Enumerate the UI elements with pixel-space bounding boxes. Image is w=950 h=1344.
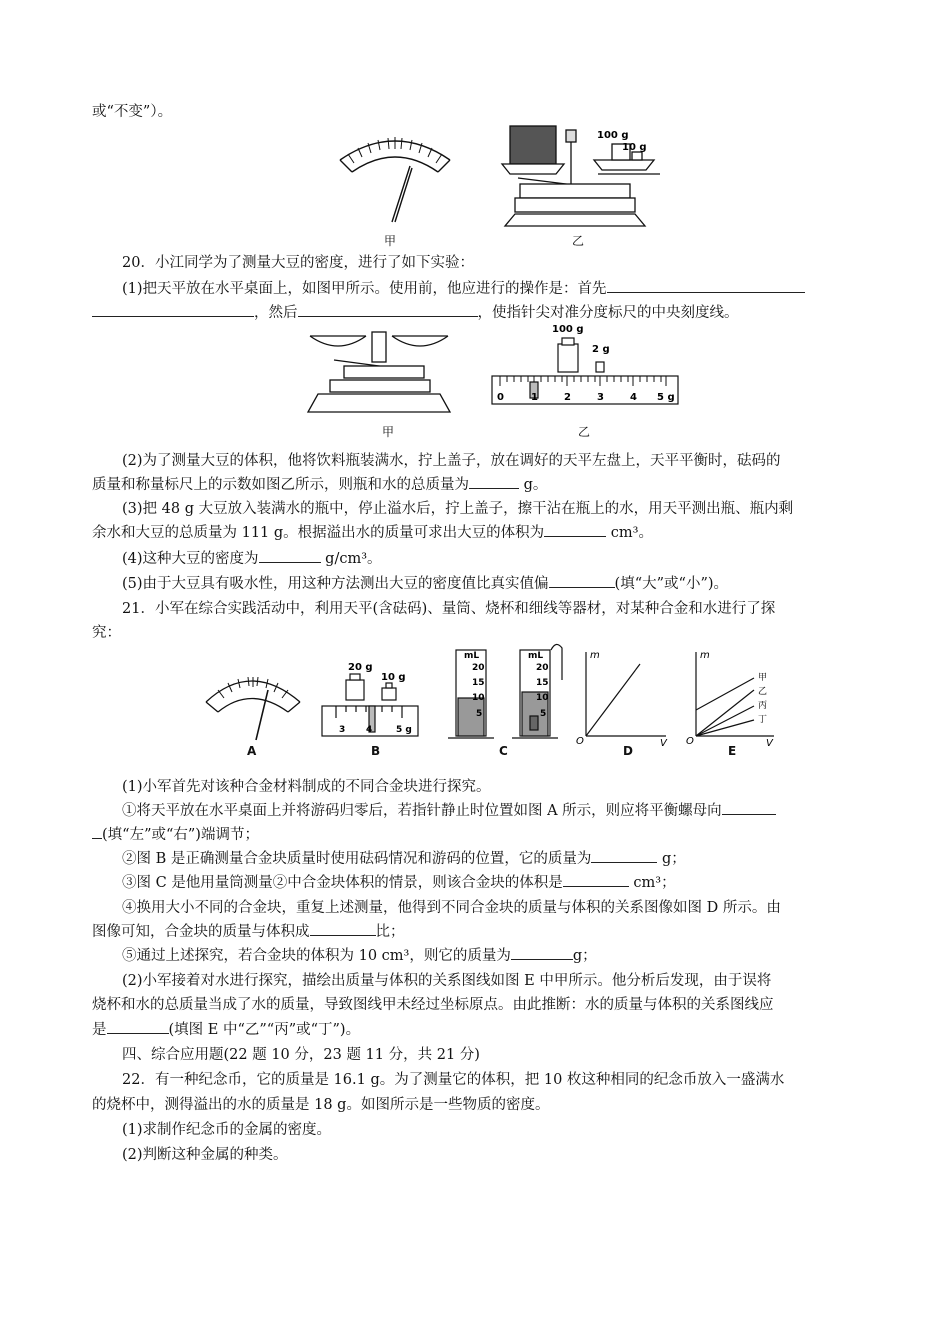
figure-caption: 甲 <box>384 234 397 248</box>
section-heading: 四、综合应用题(22 题 10 分，23 题 11 分，共 21 分) <box>122 1047 480 1063</box>
line-label: 丙 <box>758 701 768 711</box>
cylinder-unit: mL <box>528 651 544 661</box>
answer-blank[interactable] <box>563 872 629 887</box>
figure-1 <box>330 122 660 252</box>
answer-blank[interactable] <box>544 522 606 537</box>
question-text-part: 质量和称量标尺上的示数如图乙所示，则瓶和水的总质量为 <box>92 477 469 493</box>
ruler-tick: 4 <box>630 392 637 403</box>
question-text-part: ②图 B 是正确测量合金块质量时使用砝码情况和游码的位置，它的质量为 <box>122 851 592 867</box>
question-text: 究： <box>92 625 121 641</box>
unit: cm³。 <box>610 525 653 541</box>
figure-caption: 乙 <box>578 425 591 439</box>
figure-q20 <box>300 320 690 420</box>
question-20-intro: 20．小江同学为了测量大豆的密度，进行了如下实验： <box>122 255 474 271</box>
cylinder-mark: 15 <box>536 678 549 688</box>
unit: cm³； <box>633 875 676 891</box>
figure-caption: B <box>371 744 381 758</box>
question-text: (1)求制作纪念币的金属的密度。 <box>122 1122 332 1138</box>
weight-label: 10 g <box>622 142 647 153</box>
line-label: 乙 <box>758 687 768 697</box>
question-text-part: 余水和大豆的总质量为 111 g。根据溢出水的质量可求出大豆的体积为 <box>92 525 545 541</box>
question-text: (1)小军首先对该种合金材料制成的不同合金块进行探究。 <box>122 779 491 795</box>
question-text <box>122 872 858 894</box>
answer-blank[interactable] <box>92 824 102 839</box>
question-text-part: ，使指针尖对准分度标尺的中央刻度线。 <box>477 305 739 321</box>
ruler-with-weights <box>492 338 678 404</box>
ruler-tick: 3 <box>339 725 346 735</box>
ruler-tick: 0 <box>497 392 504 403</box>
answer-blank[interactable] <box>310 921 376 936</box>
dial-gauge <box>340 137 450 222</box>
figure-a-dial <box>206 677 300 740</box>
cylinder-mark: 10 <box>472 693 485 703</box>
answer-blank[interactable] <box>298 302 478 317</box>
axis-label: m <box>590 650 600 661</box>
unit: g； <box>661 851 686 867</box>
question-text-part: ，然后 <box>254 305 298 321</box>
question-text: (2)小军接着对水进行探究，描绘出质量与体积的关系图线如图 E 中甲所示。他分析后发现，由于误将 <box>122 973 772 989</box>
question-text <box>92 921 858 943</box>
figure-caption: 乙 <box>572 234 585 248</box>
question-text-part: ③图 C 是他用量筒测量②中合金块体积的情景，则该合金块的体积是 <box>122 875 563 891</box>
question-text <box>122 573 858 595</box>
answer-blank[interactable] <box>469 474 519 489</box>
question-text-part: (1)把天平放在水平桌面上，如图甲所示。使用前，他应进行的操作是：首先 <box>122 281 607 297</box>
question-text: 的烧杯中，测得溢出的水的质量是 18 g。如图所示是一些物质的密度。 <box>92 1097 550 1113</box>
question-text <box>92 522 858 544</box>
line-label: 丁 <box>758 715 768 725</box>
figure-caption: C <box>499 744 508 758</box>
question-text: (2)判断这种金属的种类。 <box>122 1147 288 1163</box>
question-text <box>92 1019 858 1041</box>
answer-blank[interactable] <box>259 548 321 563</box>
question-text: ④换用大小不同的合金块，重复上述测量，他得到不同合金块的质量与体积的关系图像如图 D 所示。由 <box>122 900 781 916</box>
axis-origin: O <box>576 736 584 747</box>
question-text-part: (5)由于大豆具有吸水性，用这种方法测出大豆的密度值比真实值偏 <box>122 576 549 592</box>
question-text <box>122 278 858 300</box>
figure-caption: E <box>728 744 737 758</box>
answer-blank[interactable] <box>549 573 615 588</box>
ruler-tick: 5 g <box>657 392 675 403</box>
axis-label: V <box>766 738 773 749</box>
question-text <box>122 945 858 967</box>
question-text <box>122 548 858 570</box>
answer-blank[interactable] <box>511 945 573 960</box>
answer-blank[interactable] <box>591 848 657 863</box>
question-text <box>122 848 858 870</box>
question-text-part: 图像可知，合金块的质量与体积成 <box>92 924 310 940</box>
question-22-intro: 22．有一种纪念币，它的质量是 16.1 g。为了测量它的体积，把 10 枚这种相同的纪念币放入一盛满水 <box>122 1072 785 1088</box>
unit: g/cm³。 <box>325 551 382 567</box>
figure-caption: A <box>247 744 257 758</box>
weight-label: 20 g <box>348 662 373 673</box>
balance-with-weights <box>502 126 660 226</box>
ruler-tick: 1 <box>531 392 538 403</box>
cylinder-mark: 15 <box>472 678 485 688</box>
question-text-part: (4)这种大豆的密度为 <box>122 551 259 567</box>
question-text <box>122 800 858 822</box>
answer-blank[interactable] <box>107 1019 169 1034</box>
cylinder-mark: 5 <box>476 709 483 719</box>
question-21-intro: 21．小军在综合实践活动中，利用天平(含砝码)、量筒、烧杯和细线等器材，对某种合金和水进行了探 <box>122 601 776 617</box>
unit: g。 <box>523 477 548 493</box>
figure-caption: 甲 <box>382 425 395 439</box>
question-text-part: (填“大”或“小”)。 <box>614 576 729 592</box>
question-text: (2)为了测量大豆的体积，他将饮料瓶装满水，拧上盖子，放在调好的天平左盘上，天平平衡时，砝码的 <box>122 453 781 469</box>
question-text-part: 是 <box>92 1022 107 1038</box>
question-text: 烧杯和水的总质量当成了水的质量，导致图线甲未经过坐标原点。由此推断：水的质量与体积的关系图线应 <box>92 997 774 1013</box>
answer-blank[interactable] <box>92 302 254 317</box>
cylinder-mark: 20 <box>472 663 485 673</box>
ruler-tick: 4 <box>366 725 373 735</box>
cylinder-mark: 5 <box>540 709 547 719</box>
cylinder-mark: 10 <box>536 693 549 703</box>
ruler-tick: 5 g <box>396 725 412 735</box>
ruler-tick: 2 <box>564 392 571 403</box>
question-text: (3)把 48 g 大豆放入装满水的瓶中，停止溢水后，拧上盖子，擦干沾在瓶上的水，用天平测出瓶、瓶内剩 <box>122 501 794 517</box>
question-text <box>92 474 858 496</box>
axis-label: m <box>700 650 710 661</box>
question-text-part: (填图 E 中“乙”“丙”或“丁”)。 <box>168 1022 361 1038</box>
weight-label: 10 g <box>381 672 406 683</box>
question-text-part: (填“左”或“右”)端调节； <box>102 827 259 843</box>
question-text <box>92 824 858 846</box>
question-text-part: g； <box>572 948 597 964</box>
answer-blank[interactable] <box>607 278 805 293</box>
cylinder-mark: 20 <box>536 663 549 673</box>
text-line: 或“不变”）。 <box>92 104 173 120</box>
weight-label: 2 g <box>592 344 610 355</box>
axis-label: V <box>660 738 667 749</box>
figure-d-graph <box>586 652 666 736</box>
cylinder-unit: mL <box>464 651 480 661</box>
weight-label: 100 g <box>552 324 584 335</box>
ruler-tick: 3 <box>597 392 604 403</box>
figure-q21 <box>196 640 786 766</box>
axis-origin: O <box>686 736 694 747</box>
answer-blank[interactable] <box>722 800 776 815</box>
weight-label: 100 g <box>597 130 629 141</box>
question-text-part: 比； <box>375 924 405 940</box>
question-text-part: ①将天平放在水平桌面上并将游码归零后，若指针静止时位置如图 A 所示，则应将平衡螺母向 <box>122 803 722 819</box>
balance-figure <box>308 332 450 412</box>
figure-caption: D <box>623 744 633 758</box>
line-label: 甲 <box>758 673 768 683</box>
question-text-part: ⑤通过上述探究，若合金块的体积为 10 cm³，则它的质量为 <box>122 948 511 964</box>
